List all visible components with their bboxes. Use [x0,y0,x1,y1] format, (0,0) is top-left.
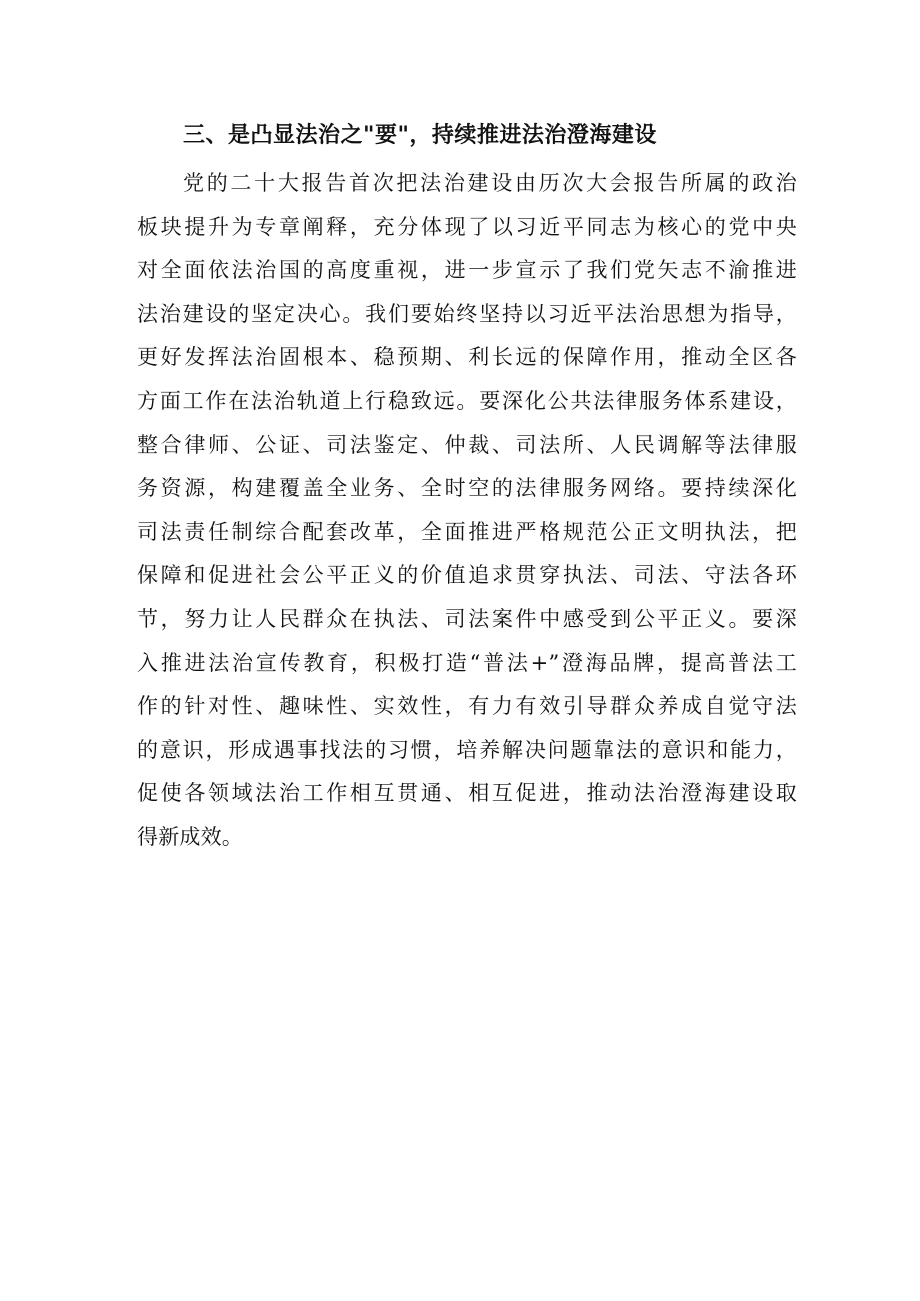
paragraph-line: 的意识，形成遇事找法的习惯，培养解决问题靠法的意识和能力， [137,737,797,762]
paragraph-line: 更好发挥法治固根本、稳预期、利长远的保障作用，推动全区各 [137,345,797,370]
paragraph-line: 对全面依法治国的高度重视，进一步宣示了我们党矢志不渝推进 [137,258,797,283]
paragraph-line: 党的二十大报告首次把法治建设由历次大会报告所属的政治 [183,171,797,195]
paragraph-line: 保障和促进社会公平正义的价值追求贯穿执法、司法、守法各环 [137,563,797,588]
paragraph-line: 作的针对性、趣味性、实效性，有力有效引导群众养成自觉守法 [137,694,797,719]
paragraph-line: 整合律师、公证、司法鉴定、仲裁、司法所、人民调解等法律服 [137,432,797,457]
paragraph-line: 法治建设的坚定决心。我们要始终坚持以习近平法治思想为指导， [137,301,797,326]
paragraph-line: 得新成效。 [137,824,243,849]
paragraph-line: 促使各领域法治工作相互贯通、相互促进，推动法治澄海建设取 [137,781,797,806]
body-paragraph [137,162,797,860]
paragraph-line: 节，努力让人民群众在执法、司法案件中感受到公平正义。要深 [137,606,797,631]
paragraph-line: 入推进法治宣传教育，积极打造“普法+”澄海品牌，提高普法工 [137,650,797,675]
paragraph-line: 司法责任制综合配套改革，全面推进严格规范公正文明执法，把 [137,519,797,544]
paragraph-line: 方面工作在法治轨道上行稳致远。要深化公共法律服务体系建设， [137,388,797,413]
paragraph-line: 务资源，构建覆盖全业务、全时空的法律服务网络。要持续深化 [137,476,797,501]
paragraph-line: 板块提升为专章阐释，充分体现了以习近平同志为核心的党中央 [137,214,797,239]
section-heading: 三、是凸显法治之"要"，持续推进法治澄海建设 [183,123,657,148]
